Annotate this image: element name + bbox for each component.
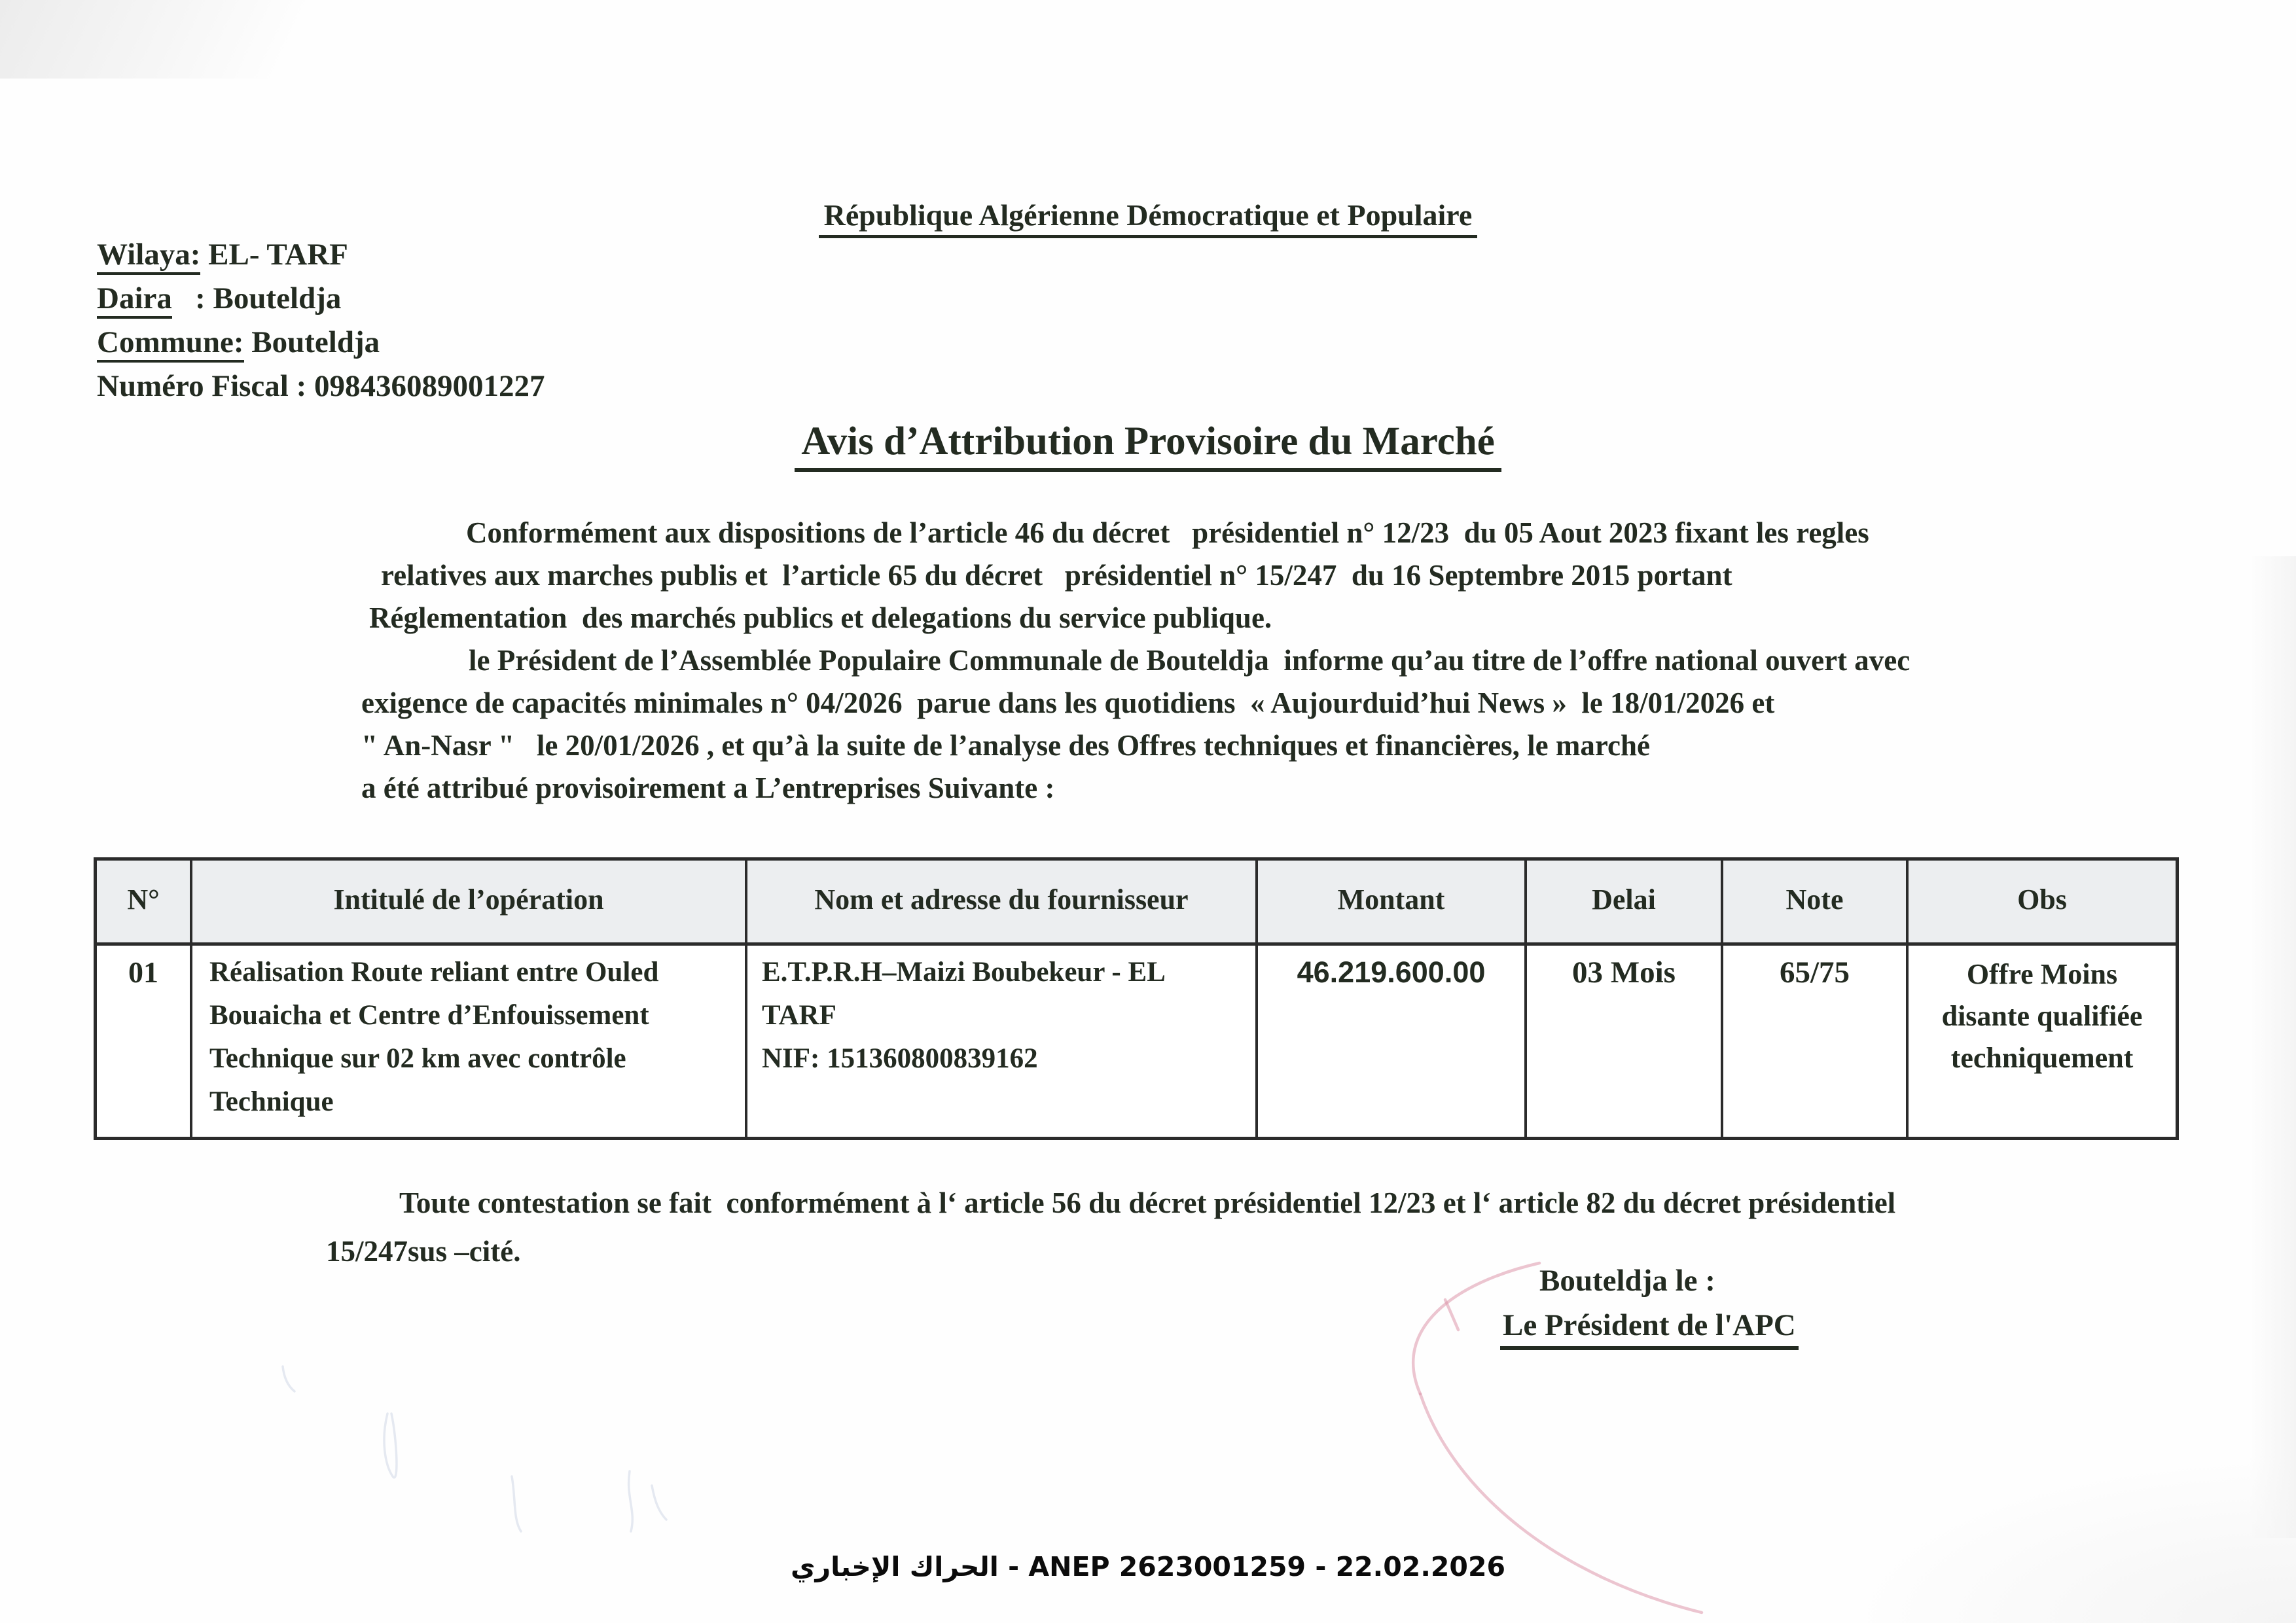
commune-label: Commune: bbox=[97, 325, 244, 363]
handwriting-mark bbox=[629, 1471, 666, 1531]
table-header-delai: Delai bbox=[1527, 861, 1723, 946]
scan-shading-bottom-right bbox=[1838, 1453, 2296, 1623]
handwriting-mark bbox=[384, 1414, 397, 1478]
letterhead-fiscal-line: Numéro Fiscal : 098436089001227 bbox=[97, 369, 545, 403]
body-line: Réglementation des marchés publics et delegations du service publique. bbox=[369, 601, 1272, 634]
scan-shading-top-left bbox=[0, 0, 367, 79]
body-line: " An-Nasr " le 20/01/2026 , et qu’à la suite de l’analyse des Offres techniques et financières, le marché bbox=[361, 729, 1650, 762]
contestation-line-2: 15/247sus –cité. bbox=[326, 1235, 521, 1268]
body-line: a été attribué provisoirement a L’entreprises Suivante : bbox=[361, 772, 1055, 804]
anep-footer-line: الحراك الإخباري - ANEP 2623001259 - 22.02.2026 bbox=[790, 1551, 1505, 1582]
operation-line: Réalisation Route reliant entre Ouled bbox=[209, 957, 659, 988]
letterhead-wilaya-line bbox=[97, 233, 545, 277]
body-line: Conformément aux dispositions de l’article 46 du décret présidentiel n° 12/23 du 05 Aout 2023 fixant les regles bbox=[466, 516, 1869, 549]
main-title-text: Avis d’Attribution Provisoire du Marché bbox=[795, 419, 1501, 472]
wilaya-label: Wilaya: bbox=[97, 238, 200, 275]
table-cell-delai: 03 Mois bbox=[1527, 946, 1723, 1137]
table-cell-montant: 46.219.600.00 bbox=[1258, 946, 1527, 1137]
republic-title-text: République Algérienne Démocratique et Populaire bbox=[819, 198, 1478, 238]
table-header-montant: Montant bbox=[1258, 861, 1527, 946]
obs-line: techniquement bbox=[1950, 1042, 2134, 1074]
handwriting-mark bbox=[512, 1476, 521, 1531]
table-header-operation: Intitulé de l’opération bbox=[192, 861, 747, 946]
handwriting-mark bbox=[283, 1366, 295, 1391]
table-cell-note: 65/75 bbox=[1723, 946, 1909, 1137]
award-table bbox=[94, 857, 2179, 1140]
table-cell-obs bbox=[1909, 946, 2176, 1137]
supplier-line: TARF bbox=[762, 1000, 836, 1031]
daira-value: : Bouteldja bbox=[171, 281, 342, 315]
main-title bbox=[0, 419, 2296, 465]
obs-line: Offre Moins bbox=[1966, 958, 2118, 990]
wilaya-value: EL- TARF bbox=[200, 238, 348, 272]
supplier-line: E.T.P.R.H–Maizi Boubekeur - EL bbox=[762, 957, 1166, 988]
republic-title bbox=[0, 198, 2296, 232]
contestation-line-1: Toute contestation se fait conformément à l‘ article 56 du décret présidentiel 12/23 et l‘ article 82 du décret présidentiel bbox=[399, 1186, 1896, 1219]
stamp-fleck bbox=[1445, 1300, 1458, 1330]
operation-line: Bouaicha et Centre d’Enfouissement bbox=[209, 1000, 649, 1031]
president-signature-line bbox=[1500, 1308, 1799, 1343]
body-paragraph bbox=[0, 512, 2296, 810]
operation-line: Technique sur 02 km avec contrôle bbox=[209, 1043, 626, 1074]
body-line: exigence de capacités minimales n° 04/2026 parue dans les quotidiens « Aujourduid’hui News » le 18/01/2026 et bbox=[361, 687, 1775, 719]
body-line: le Président de l’Assemblée Populaire Communale de Bouteldja informe qu’au titre de l’offre national ouvert avec bbox=[469, 644, 1910, 677]
obs-line: disante qualifiée bbox=[1941, 1000, 2143, 1032]
supplier-line: NIF: 151360800839162 bbox=[762, 1043, 1038, 1074]
place-date-line: Bouteldja le : bbox=[1539, 1264, 1715, 1298]
table-header-note: Note bbox=[1723, 861, 1909, 946]
table-cell-operation bbox=[192, 946, 747, 1137]
daira-label: Daira bbox=[97, 281, 172, 319]
body-line: relatives aux marches publis et l’article 65 du décret présidentiel n° 15/247 du 16 Septembre 2015 portant bbox=[381, 559, 1732, 592]
table-cell-supplier bbox=[747, 946, 1258, 1137]
letterhead bbox=[97, 233, 545, 408]
letterhead-daira-line bbox=[97, 277, 545, 321]
operation-line: Technique bbox=[209, 1086, 334, 1117]
table-header-supplier: Nom et adresse du fournisseur bbox=[747, 861, 1258, 946]
letterhead-commune-line bbox=[97, 321, 545, 365]
table-header-num: N° bbox=[97, 861, 192, 946]
table-header-obs: Obs bbox=[1909, 861, 2176, 946]
commune-value: Bouteldja bbox=[243, 325, 380, 359]
president-signature-text: Le Président de l'APC bbox=[1500, 1308, 1799, 1350]
table-cell-num: 01 bbox=[97, 946, 192, 1137]
